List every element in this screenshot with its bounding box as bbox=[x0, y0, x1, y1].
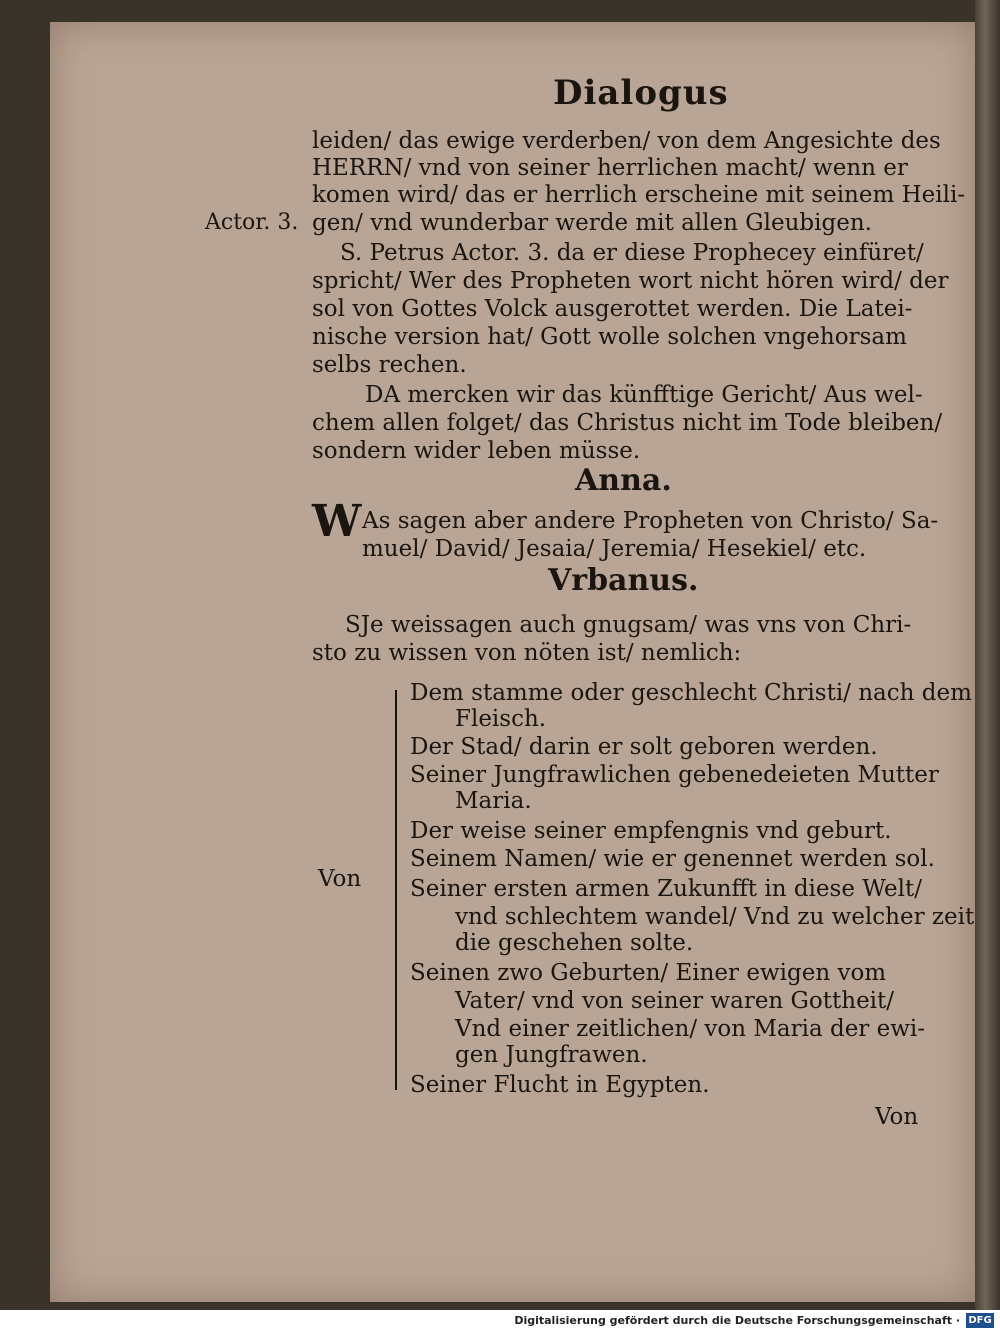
text-line: sondern wider leben müsse. bbox=[312, 438, 641, 464]
list-item: Maria. bbox=[455, 788, 532, 814]
list-item: Seiner Jungfrawlichen gebenedeieten Mutter bbox=[410, 762, 939, 788]
list-item: gen Jungfrawen. bbox=[455, 1042, 648, 1068]
catchword: Von bbox=[875, 1104, 919, 1130]
page-title: Dialogus bbox=[553, 73, 729, 113]
drop-cap: W bbox=[312, 496, 362, 547]
brace-bracket bbox=[395, 690, 403, 1090]
speaker-anna: Anna. bbox=[575, 463, 672, 498]
text-line: HERRN/ vnd von seiner herrlichen macht/ wenn er bbox=[312, 155, 908, 181]
text-line: chem allen folget/ das Christus nicht im Tode bleiben/ bbox=[312, 410, 943, 436]
text-line: As sagen aber andere Propheten von Christo/ Sa- bbox=[362, 508, 939, 534]
list-item: Seinen zwo Geburten/ Einer ewigen vom bbox=[410, 960, 887, 986]
text-line: SJe weissagen auch gnugsam/ was vns von Chri- bbox=[345, 612, 912, 638]
list-item: Seiner ersten armen Zukunfft in diese Welt/ bbox=[410, 876, 922, 902]
text-line: selbs rechen. bbox=[312, 352, 467, 378]
speaker-urbanus: Vrbanus. bbox=[548, 563, 699, 598]
text-line: muel/ David/ Jesaia/ Jeremia/ Hesekiel/ etc. bbox=[362, 536, 867, 562]
footer-bar bbox=[0, 1310, 1000, 1333]
list-item: Fleisch. bbox=[455, 706, 547, 732]
text-line: DA mercken wir das künfftige Gericht/ Aus wel- bbox=[365, 382, 923, 408]
text-line: spricht/ Wer des Propheten wort nicht hören wird/ der bbox=[312, 268, 949, 294]
list-item: die geschehen solte. bbox=[455, 930, 694, 956]
footer-credit: Digitalisierung gefördert durch die Deutsche Forschungsgemeinschaft · bbox=[514, 1314, 960, 1327]
text-line: komen wird/ das er herrlich erscheine mit seinem Heili- bbox=[312, 182, 966, 208]
text-line: nische version hat/ Gott wolle solchen vngehorsam bbox=[312, 324, 907, 350]
text-line: leiden/ das ewige verderben/ von dem Angesichte des bbox=[312, 128, 941, 154]
list-item: Dem stamme oder geschlecht Christi/ nach dem bbox=[410, 680, 972, 706]
von-label: Von bbox=[318, 866, 362, 892]
list-item: Seinem Namen/ wie er genennet werden sol. bbox=[410, 846, 935, 872]
margin-note: Actor. 3. bbox=[205, 210, 299, 235]
dfg-logo-icon: DFG bbox=[966, 1313, 994, 1328]
list-item: vnd schlechtem wandel/ Vnd zu welcher zeit bbox=[455, 904, 975, 930]
text-line: gen/ vnd wunderbar werde mit allen Gleubigen. bbox=[312, 210, 872, 236]
text-line: sol von Gottes Volck ausgerottet werden. Die Latei- bbox=[312, 296, 913, 322]
text-line: sto zu wissen von nöten ist/ nemlich: bbox=[312, 640, 742, 666]
list-item: Seiner Flucht in Egypten. bbox=[410, 1072, 710, 1098]
list-item: Vater/ vnd von seiner waren Gottheit/ bbox=[455, 988, 895, 1014]
list-item: Vnd einer zeitlichen/ von Maria der ewi- bbox=[455, 1016, 926, 1042]
list-item: Der Stad/ darin er solt geboren werden. bbox=[410, 734, 878, 760]
book-edge bbox=[975, 0, 1000, 1310]
list-item: Der weise seiner empfengnis vnd geburt. bbox=[410, 818, 892, 844]
text-line: S. Petrus Actor. 3. da er diese Prophecey einfüret/ bbox=[340, 240, 924, 266]
